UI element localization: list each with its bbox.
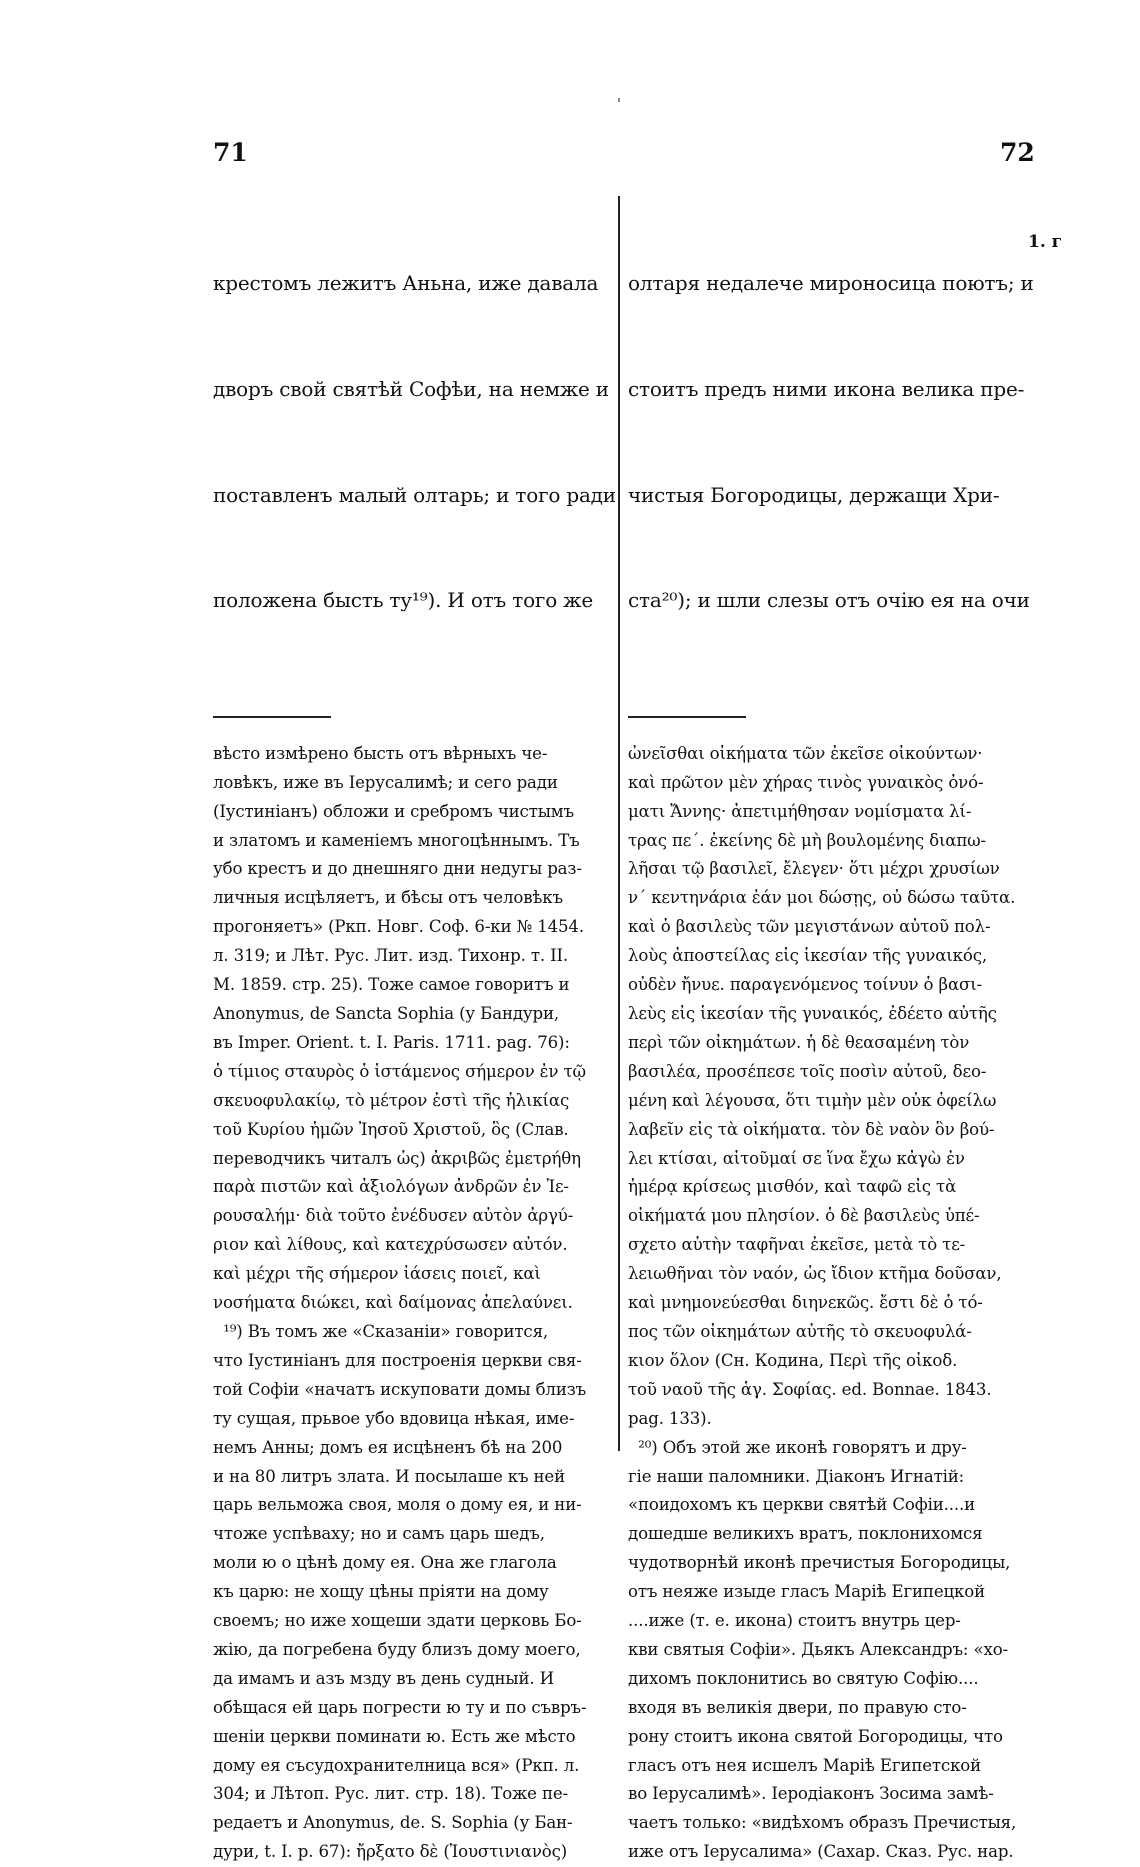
footnote-line: ματι Ἄννης· ἀπετιμήθησαν νομίσματα λί-: [628, 801, 972, 821]
margin-folio-mark: 1. г: [1028, 232, 1063, 252]
footnote-line: ἡμέρᾳ κρίσεως μισθόν, καὶ ταφῶ εἰς τὰ: [628, 1177, 957, 1197]
footnote-line: ....иже (т. е. икона) стоитъ внутрь цер-: [628, 1611, 961, 1631]
left-column: [213, 196, 616, 1867]
footnote-line: ὠνεῖσθαι οἰκήματα τῶν ἐκεῖσε οἰκούντων·: [628, 743, 983, 763]
column-divider: [618, 196, 620, 1451]
page-number-left: 71: [213, 138, 248, 167]
main-line: ста²⁰); и шли слезы отъ очію ея на очи: [628, 588, 1030, 613]
footnote-line: οἰκήματά μου πλησίον. ὁ δὲ βασιλεὺς ὑπέ-: [628, 1206, 980, 1226]
footnote-line: гласъ отъ нея исшелъ Маріѣ Египетской: [628, 1755, 982, 1775]
footnote-line: βασιλέα, προσέπεσε τοῖς ποσὶν αὐτοῦ, δεο-: [628, 1061, 987, 1081]
right-column: [628, 196, 1034, 1867]
footnote-line: καὶ μέχρι τῆς σήμερον ἰάσεις ποιεῖ, καὶ: [213, 1264, 541, 1284]
footnote-line: πος τῶν οἰκημάτων αὐτῆς τὸ σκευοφυλά-: [628, 1321, 972, 1341]
main-line: крестомъ лежитъ Аньна, иже давала: [213, 271, 599, 296]
main-line: олтаря недалече мироносица поютъ; и: [628, 271, 1034, 296]
footnote-line: дошедше великихъ вратъ, поклонихомся: [628, 1524, 983, 1544]
footnote-line: иже отъ Іерусалима» (Сахар. Сказ. Рус. нар.: [628, 1842, 1014, 1862]
footnote-line: λειωθῆναι τὸν ναόν, ὡς ἴδιον κτῆμα δοῦσαν,: [628, 1264, 1002, 1284]
footnote-line: ριον καὶ λίθους, καὶ κατεχρύσωσεν αὐτόν.: [213, 1235, 568, 1255]
footnote-line: pag. 133).: [628, 1408, 712, 1428]
footnote-line: Anonymus, de Sancta Sophia (у Бандури,: [213, 1004, 560, 1023]
footnote-line: дихомъ поклонитись во святую Софію....: [628, 1668, 979, 1688]
footnote-line: въ Imper. Orient. t. I. Paris. 1711. pag. 76):: [213, 1032, 570, 1052]
main-line: стоитъ предъ ними икона велика пре-: [628, 377, 1025, 402]
footnote-line: М. 1859. стр. 25). Тоже самое говоритъ и: [213, 975, 570, 995]
footnote-line: той Софіи «начатъ искуповати домы близъ: [213, 1379, 587, 1399]
footnote-line: περὶ τῶν οἰκημάτων. ἡ δὲ θεασαμένη τὸν: [628, 1032, 970, 1052]
footnote-line: ὁ τίμιος σταυρὸς ὁ ἱστάμενος σήμερον ἐν τῷ: [213, 1061, 586, 1081]
footnote-line: νοσήματα διώκει, καὶ δαίμονας ἀπελαύνει.: [213, 1293, 573, 1313]
footnote-line: λῆσαι τῷ βασιλεῖ, ἔλεγεν· ὅτι μέχρι χρυσίων: [628, 859, 1000, 879]
footnote-line: шеніи церкви поминати ю. Есть же мѣсто: [213, 1726, 576, 1746]
footnote-line: τοῦ Κυρίου ἡμῶν Ἰησοῦ Χριστοῦ, ὃς (Слав.: [213, 1119, 569, 1139]
footnote-rule: [628, 716, 746, 718]
main-text-left: [213, 196, 616, 689]
scan-speck: [618, 98, 620, 102]
footnote-line: 304; и Лѣтоп. Рус. лит. стр. 18). Тоже пе-: [213, 1784, 568, 1804]
footnote-line: κιον ὅλον (Сн. Кодина, Περὶ τῆς οἰκοδ.: [628, 1350, 958, 1370]
footnote-line: личныя исцѣляетъ, и бѣсы отъ человѣкъ: [213, 888, 563, 908]
footnote-line: τοῦ ναοῦ τῆς ἁγ. Σοφίας. ed. Bonnae. 1843.: [628, 1379, 992, 1399]
footnote-line: чаетъ только: «видѣхомъ образъ Пречистыя,: [628, 1813, 1017, 1833]
footnote-line: παρὰ πιστῶν καὶ ἀξιολόγων ἀνδρῶν ἐν Ἰε-: [213, 1177, 569, 1197]
main-line: дворъ свой святѣй Софѣи, на немже и: [213, 377, 609, 402]
footnote-line: своемъ; но иже хощеши здати церковь Бо-: [213, 1611, 582, 1631]
main-line: положена бысть ту¹⁹). И отъ того же: [213, 588, 594, 613]
footnote-rule: [213, 716, 331, 718]
footnote-line: царь вельможа своя, моля о дому ея, и ни-: [213, 1495, 582, 1515]
footnote-line: л. 319; и Лѣт. Рус. Лит. изд. Тихонр. т. II.: [213, 946, 569, 966]
footnote-line: λαβεῖν εἰς τὰ οἰκήματα. τὸν δὲ ναὸν ὃν βού-: [628, 1119, 995, 1139]
footnote-line: καὶ ὁ βασιλεὺς τῶν μεγιστάνων αὐτοῦ πολ-: [628, 917, 991, 937]
footnote-line: вѣсто измѣрено бысть отъ вѣрныхъ че-: [213, 743, 548, 763]
footnote-line: ту сущая, прьвое убо вдовица нѣкая, име-: [213, 1408, 575, 1428]
footnote-line: λεὺς εἰς ἱκεσίαν τῆς γυναικός, ἐδέετο αὐτῆς: [628, 1004, 997, 1023]
footnote-line: μένη καὶ λέγουσα, ὅτι τιμὴν μὲν οὐκ ὀφείλω: [628, 1090, 997, 1110]
footnote-line: да имамъ и азъ мзду въ день судный. И: [213, 1668, 554, 1688]
footnote-line: гіе наши паломники. Діаконъ Игнатій:: [628, 1466, 965, 1486]
footnote-line: прогоняетъ» (Ркп. Новг. Соф. 6-ки № 1454.: [213, 917, 584, 937]
footnote-line: и на 80 литръ злата. И посылаше къ ней: [213, 1466, 565, 1486]
footnote-line: чтоже успѣваху; но и самъ царь шедъ,: [213, 1524, 545, 1544]
main-line: поставленъ малый олтарь; и того ради: [213, 482, 616, 507]
footnote-line: чудотворнѣй иконѣ пречистыя Богородицы,: [628, 1553, 1011, 1573]
footnote-line: λοὺς ἀποστείλας εἰς ἱκεσίαν τῆς γυναικός,: [628, 946, 987, 966]
footnote-line: οὐδὲν ἤνυε. παραγενόμενος τοίνυν ὁ βασι-: [628, 975, 983, 995]
footnote-line: убо крестъ и до днешняго дни недугы раз-: [213, 859, 582, 879]
footnote-line: ловѣкъ, иже въ Іерусалимѣ; и сего ради: [213, 772, 558, 792]
footnote-line: «поидохомъ къ церкви святѣй Софіи....и: [628, 1495, 976, 1515]
footnote-line: дому ея съсудохранителница вся» (Ркп. л.: [213, 1755, 580, 1775]
footnotes-left: [213, 740, 611, 1867]
footnote-line: καὶ μνημονεύεσθαι διηνεκῶς. ἔστι δὲ ὁ τό-: [628, 1293, 983, 1313]
footnote-line: σχετο αὐτὴν ταφῆναι ἐκεῖσε, μετὰ τὸ τε-: [628, 1235, 966, 1255]
footnote-line: ¹⁹) Въ томъ же «Сказаніи» говорится,: [213, 1321, 549, 1341]
footnote-line: σκευοφυλακίῳ, τὸ μέτρον ἐστὶ τῆς ἡλικίας: [213, 1090, 570, 1110]
footnote-line: λει κτίσαι, αἰτοῦμαί σε ἵνα ἔχω κἀγὼ ἐν: [628, 1148, 965, 1168]
footnote-line: τρας πε΄. ἐκείνης δὲ μὴ βουλομένης διαπω-: [628, 830, 986, 850]
footnote-line: ²⁰) Объ этой же иконѣ говорятъ и дру-: [628, 1437, 967, 1457]
footnote-line: обѣщася ей царь погрести ю ту и по съвръ-: [213, 1697, 587, 1717]
footnote-line: во Іерусалимѣ». Іеродіаконъ Зосима замѣ-: [628, 1784, 994, 1804]
main-line: чистыя Богородицы, держащи Хри-: [628, 482, 1000, 507]
footnote-line: что Іустиніанъ для построенія церкви свя-: [213, 1350, 582, 1370]
footnote-line: моли ю о цѣнѣ дому ея. Она же глагола: [213, 1553, 557, 1573]
footnote-line: редаетъ и Anonymus, de. S. Sophia (у Бан-: [213, 1813, 573, 1833]
footnote-line: (Іустиніанъ) обложи и сребромъ чистымъ: [213, 801, 574, 821]
footnote-line: жію, да погребена буду близъ дому моего,: [213, 1639, 581, 1659]
footnote-line: немъ Анны; домъ ея исцѣненъ бѣ на 200: [213, 1437, 563, 1457]
footnote-line: къ царю: не хощу цѣны пріяти на дому: [213, 1582, 549, 1602]
main-text-right: [628, 196, 1034, 689]
footnotes-right: [628, 740, 1026, 1867]
footnote-line: дури, t. I. p. 67): ἤρξατο δὲ (Ἰουστινιανὸς): [213, 1842, 568, 1862]
footnote-line: и златомъ и каменіемъ многоцѣннымъ. Тъ: [213, 830, 580, 850]
footnote-line: καὶ πρῶτον μὲν χήρας τινὸς γυναικὸς ὀνό-: [628, 772, 984, 792]
footnote-line: ρουσαλήμ· διὰ τοῦτο ἐνέδυσεν αὐτὸν ἀργύ-: [213, 1206, 574, 1226]
page-number-right: 72: [1000, 138, 1035, 167]
footnote-line: отъ неяже изыде гласъ Маріѣ Египецкой: [628, 1582, 985, 1602]
footnote-line: переводчикъ читалъ ὡς) ἀκριβῶς ἐμετρήθη: [213, 1148, 581, 1168]
footnote-line: рону стоитъ икона святой Богородицы, что: [628, 1726, 1003, 1746]
footnote-line: кви святыя Софіи». Дьякъ Александръ: «хо-: [628, 1639, 1008, 1659]
footnote-line: входя въ великія двери, по правую сто-: [628, 1697, 967, 1717]
footnote-line: ν΄ κεντηνάρια ἐάν μοι δώσῃς, οὐ δώσω ταῦτα.: [628, 888, 1016, 908]
